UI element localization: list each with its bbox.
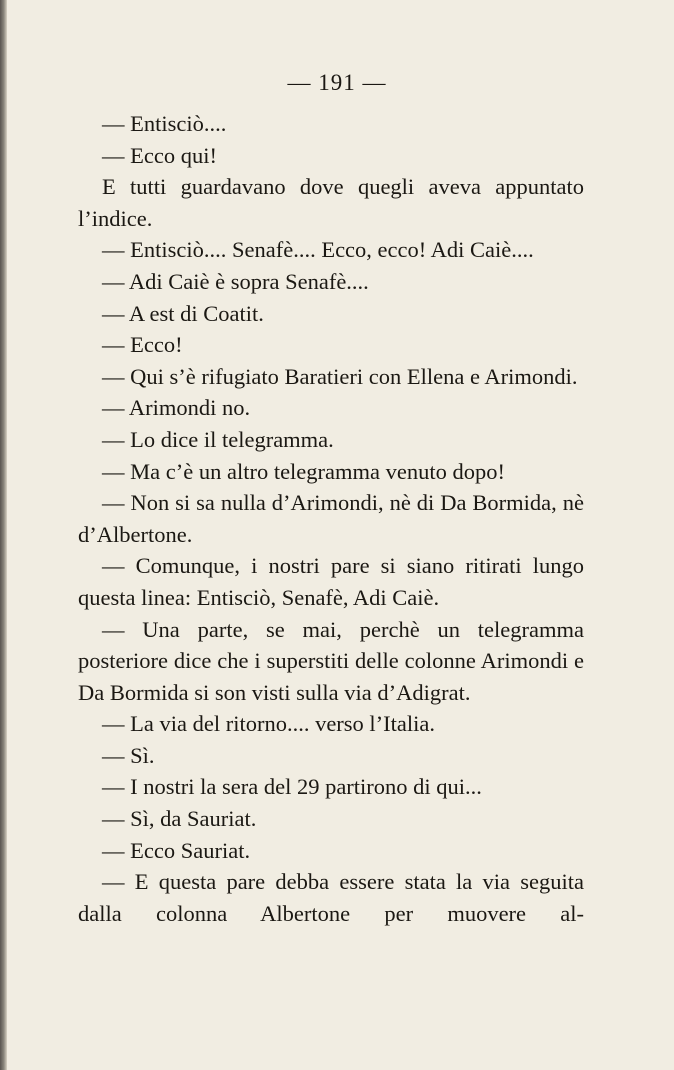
paragraph-18: — Sì, da Sauriat.: [102, 806, 257, 832]
paragraph-4: — Entisciò.... Senafè.... Ecco, ecco! Adi Caiè....: [102, 237, 534, 263]
paragraph-14: — Una parte, se mai, perchè un telegramma posteriore dice che i superstiti delle colonne Arimondi e Da Bormida si son visti sulla via d’Adigrat.: [78, 616, 584, 705]
paragraph-7: — Ecco!: [102, 332, 183, 358]
paragraph-8: — Qui s’è rifugiato Baratieri con Ellena e Arimondi.: [102, 363, 578, 389]
paragraph-15: — La via del ritorno.... verso l’Italia.: [102, 711, 436, 737]
paragraph-11: — Ma c’è un altro telegramma venuto dopo!: [102, 458, 505, 484]
paragraph-2: — Ecco qui!: [102, 142, 217, 168]
paragraph-20: — E questa pare debba essere stata la via seguita dalla colonna Albertone per muovere al-: [78, 869, 584, 926]
page-number: — 191 —: [287, 70, 387, 95]
paragraph-10: — Lo dice il telegramma.: [102, 426, 334, 452]
paragraph-13: — Comunque, i nostri pare si siano ritirati lungo questa linea: Entisciò, Senafè, Adi Caiè.: [78, 553, 584, 610]
paragraph-12: — Non si sa nulla d’Arimondi, nè di Da Bormida, nè d’Albertone.: [78, 490, 584, 547]
paragraph-9: — Arimondi no.: [102, 395, 251, 421]
paragraph-6: — A est di Coatit.: [102, 300, 264, 326]
paragraph-17: — I nostri la sera del 29 partirono di qui...: [102, 774, 482, 800]
paragraph-5: — Adi Caiè è sopra Senafè....: [102, 268, 369, 294]
paragraph-19: — Ecco Sauriat.: [102, 837, 251, 863]
paragraph-16: — Sì.: [102, 742, 155, 768]
paragraph-1: — Entisciò....: [102, 111, 227, 136]
page-text: [78, 108, 584, 929]
paragraph-3: E tutti guardavano dove quegli aveva appuntato l’indice.: [78, 174, 584, 231]
